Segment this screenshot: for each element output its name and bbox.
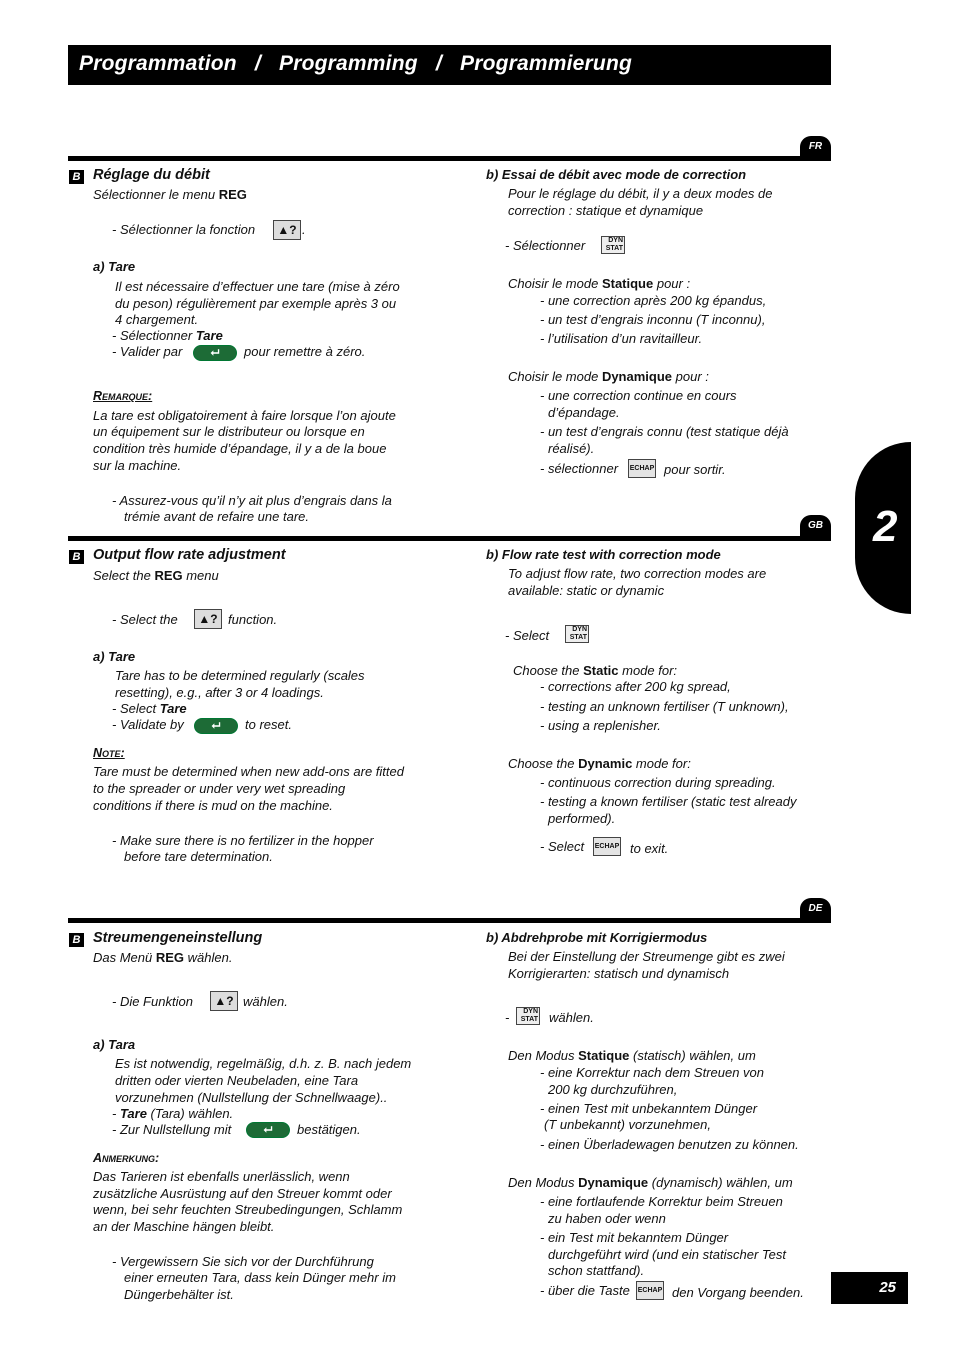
vergewissern-de-1: - Vergewissern Sie sich vor der Durchführung	[112, 1254, 374, 1269]
null-de-post: bestätigen.	[297, 1122, 361, 1137]
dynamic-mode-fr: Choisir le mode Dynamique pour :	[508, 369, 709, 384]
anmerkung-heading-de: Anmerkung:	[93, 1151, 160, 1165]
static-item-de-1b: 200 kg durchzuführen,	[548, 1082, 678, 1097]
static-item-fr-1: - une correction après 200 kg épandus,	[540, 293, 767, 308]
validate-fr: - Valider par	[112, 344, 183, 359]
dynamic-mode-de: Den Modus Dynamique (dynamisch) wählen, um	[508, 1175, 793, 1190]
exit-fr-post: pour sortir.	[664, 462, 726, 477]
b-text-gb-2: available: static or dynamic	[508, 583, 665, 598]
tare-icon: ▲?	[273, 220, 301, 240]
echap-icon: ECHAP	[628, 459, 656, 478]
tare-text-fr-3: 4 chargement.	[115, 312, 199, 327]
validate-gb: - Validate by	[112, 717, 184, 732]
tare-text-fr-1: Il est nécessaire d’effectuer une tare (mise à zéro	[115, 279, 400, 294]
exit-fr: - sélectionner	[540, 461, 619, 476]
exit-gb: - Select	[540, 839, 585, 854]
exit-gb-post: to exit.	[630, 841, 669, 856]
tare-text-de-2: dritten oder vierten Neubeladen, eine Tara	[115, 1073, 359, 1088]
section-box-gb: B	[69, 550, 84, 564]
static-item-de-1a: - eine Korrektur nach dem Streuen von	[540, 1065, 765, 1080]
menu-line-gb: Select the REG menu	[93, 568, 219, 583]
static-item-gb-3: - using a replenisher.	[540, 718, 661, 733]
tare-text-gb-1: Tare has to be determined regularly (scales	[115, 668, 365, 683]
dynamic-item-fr-1a: - une correction continue en cours	[540, 388, 737, 403]
dynamic-item-de-2c: schon stattfand).	[548, 1263, 645, 1278]
b-dash-de: -	[505, 1010, 510, 1025]
note-gb-1: Tare must be determined when new add-ons are fitted	[93, 764, 404, 779]
dynamic-item-fr-2b: réalisé).	[548, 441, 595, 456]
tare-text-de-3: vorzunehmen (Nullstellung der Schnellwaage)..	[115, 1090, 388, 1105]
b-text-gb-1: To adjust flow rate, two correction modes are	[508, 566, 767, 581]
dynamic-item-fr-1b: d’épandage.	[548, 405, 620, 420]
tare-heading-fr: a) Tare	[93, 259, 136, 274]
dyn-stat-icon: DYN STAT	[565, 625, 589, 643]
b-select-de: wählen.	[549, 1010, 594, 1025]
static-item-fr-3: - l’utilisation d’un ravitailleur.	[540, 331, 703, 346]
tare-text-de-1: Es ist notwendig, regelmäßig, d.h. z. B. nach jedem	[115, 1056, 412, 1071]
dyn-stat-icon: DYN STAT	[601, 236, 625, 254]
dyn-stat-icon: DYN STAT	[516, 1007, 540, 1025]
select-function-de-post: wählen.	[243, 994, 288, 1009]
page-header	[68, 45, 831, 85]
validate-gb-post: to reset.	[245, 717, 292, 732]
section-title-fr: Réglage du débit	[93, 167, 210, 183]
vergewissern-de-2: einer erneuten Tara, dass kein Dünger mehr im	[124, 1270, 396, 1285]
assurez-fr-2: trémie avant de refaire une tare.	[124, 509, 309, 524]
section-box-de: B	[69, 933, 84, 947]
validate-fr-post: pour remettre à zéro.	[244, 344, 366, 359]
make-sure-gb-1: - Make sure there is no fertilizer in the hopper	[112, 833, 374, 848]
enter-key-icon: ⮠	[193, 345, 237, 361]
select-function-gb-post: function.	[228, 612, 278, 627]
tare-text-fr-2: du peson) régulièrement par exemple après 3 ou	[115, 296, 397, 311]
dynamic-item-de-2b: durchgeführt wird (und ein statischer Test	[548, 1247, 786, 1262]
lang-flag-gb: GB	[800, 515, 831, 537]
remark-heading-fr: Remarque:	[93, 389, 153, 403]
remark-fr-4: sur la machine.	[93, 458, 182, 473]
dynamic-item-gb-2a: - testing a known fertiliser (static test already	[540, 794, 797, 809]
anmerkung-de-3: wenn, bei sehr feuchten Streubedingungen, Schlamm	[93, 1202, 403, 1217]
tare-heading-de: a) Tara	[93, 1037, 136, 1052]
static-item-fr-2: - un test d’engrais inconnu (T inconnu),	[540, 312, 766, 327]
assurez-fr-1: - Assurez-vous qu’il n’y ait plus d’engrais dans la	[112, 493, 392, 508]
select-function-fr: - Sélectionner la fonction	[112, 222, 256, 237]
b-heading-de: b) Abdrehprobe mit Korrigiermodus	[486, 930, 708, 945]
section-divider-de	[68, 918, 831, 923]
static-item-de-2a: - einen Test mit unbekanntem Dünger	[540, 1101, 758, 1116]
echap-icon: ECHAP	[636, 1281, 664, 1300]
header-title: Programmation / Programming / Programmierung	[79, 52, 632, 75]
b-select-gb: - Select	[505, 628, 550, 643]
note-heading-gb: Note:	[93, 746, 125, 760]
anmerkung-de-4: an der Maschine hängen bleibt.	[93, 1219, 275, 1234]
enter-key-icon: ⮠	[246, 1122, 290, 1138]
chapter-number: 2	[873, 502, 898, 551]
anmerkung-de-1: Das Tarieren ist ebenfalls unerlässlich, wenn	[93, 1169, 350, 1184]
static-mode-de: Den Modus Statique (statisch) wählen, um	[508, 1048, 756, 1063]
select-tare-de: - Tare (Tara) wählen.	[112, 1106, 234, 1121]
dynamic-mode-gb: Choose the Dynamic mode for:	[508, 756, 691, 771]
remark-fr-2: un équipement sur le distributeur ou lorsque en	[93, 424, 365, 439]
dynamic-item-gb-1: - continuous correction during spreading.	[540, 775, 776, 790]
b-text-de-2: Korrigierarten: statisch und dynamisch	[508, 966, 730, 981]
section-divider-fr	[68, 156, 831, 161]
section-title-de: Streumengeneinstellung	[93, 930, 263, 946]
exit-de-post: den Vorgang beenden.	[672, 1285, 804, 1300]
select-tare-fr: - Sélectionner Tare	[112, 328, 223, 343]
static-mode-gb: Choose the Static mode for:	[513, 663, 678, 678]
b-text-fr-2: correction : statique et dynamique	[508, 203, 704, 218]
make-sure-gb-2: before tare determination.	[124, 849, 273, 864]
dynamic-item-fr-2a: - un test d’engrais connu (test statique déjà	[540, 424, 789, 439]
b-heading-gb: b) Flow rate test with correction mode	[486, 547, 721, 562]
b-text-fr-1: Pour le réglage du débit, il y a deux modes de	[508, 186, 773, 201]
echap-icon: ECHAP	[593, 837, 621, 856]
select-tare-gb: - Select Tare	[112, 701, 187, 716]
tare-icon: ▲?	[210, 991, 238, 1011]
menu-line-fr: Sélectionner le menu REG	[93, 187, 247, 202]
static-mode-fr: Choisir le mode Statique pour :	[508, 276, 691, 291]
section-title-gb: Output flow rate adjustment	[93, 547, 286, 563]
dynamic-item-de-1b: zu haben oder wenn	[548, 1211, 666, 1226]
note-gb-3: conditions if there is mud on the machine.	[93, 798, 333, 813]
static-item-gb-1: - corrections after 200 kg spread,	[540, 679, 731, 694]
select-function-de: - Die Funktion	[112, 994, 193, 1009]
dynamic-item-gb-2b: performed).	[548, 811, 616, 826]
select-function-end-fr: .	[302, 222, 306, 237]
lang-flag-fr: FR	[800, 136, 831, 158]
section-box-fr: B	[69, 170, 84, 184]
static-item-de-2b: (T unbekannt) vorzunehmen,	[544, 1117, 711, 1132]
dynamic-item-de-2a: - ein Test mit bekanntem Dünger	[540, 1230, 729, 1245]
static-item-gb-2: - testing an unknown fertiliser (T unknown),	[540, 699, 789, 714]
exit-de: - über die Taste	[540, 1283, 630, 1298]
tare-icon: ▲?	[194, 609, 222, 629]
note-gb-2: to the spreader or under very wet spreading	[93, 781, 346, 796]
static-item-de-3: - einen Überladewagen benutzen zu können.	[540, 1137, 799, 1152]
enter-key-icon: ⮠	[194, 718, 238, 734]
lang-flag-de: DE	[800, 898, 831, 920]
tare-text-gb-2: resetting), e.g., after 3 or 4 loadings.	[115, 685, 324, 700]
dynamic-item-de-1a: - eine fortlaufende Korrektur beim Streuen	[540, 1194, 783, 1209]
anmerkung-de-2: zusätzliche Ausrüstung auf den Streuer kommt oder	[93, 1186, 392, 1201]
menu-line-de: Das Menü REG wählen.	[93, 950, 233, 965]
b-text-de-1: Bei der Einstellung der Streumenge gibt es zwei	[508, 949, 785, 964]
chapter-tab	[855, 442, 911, 614]
select-function-gb: - Select the	[112, 612, 178, 627]
remark-fr-1: La tare est obligatoirement à faire lorsque l’on ajoute	[93, 408, 396, 423]
b-heading-fr: b) Essai de débit avec mode de correction	[486, 167, 747, 182]
page-number: 25	[831, 1272, 908, 1304]
b-select-fr: - Sélectionner	[505, 238, 586, 253]
section-divider-gb	[68, 536, 831, 541]
null-de: - Zur Nullstellung mit	[112, 1122, 232, 1137]
tare-heading-gb: a) Tare	[93, 649, 136, 664]
vergewissern-de-3: Düngerbehälter ist.	[124, 1287, 234, 1302]
remark-fr-3: condition très humide d’épandage, il y a de la boue	[93, 441, 387, 456]
